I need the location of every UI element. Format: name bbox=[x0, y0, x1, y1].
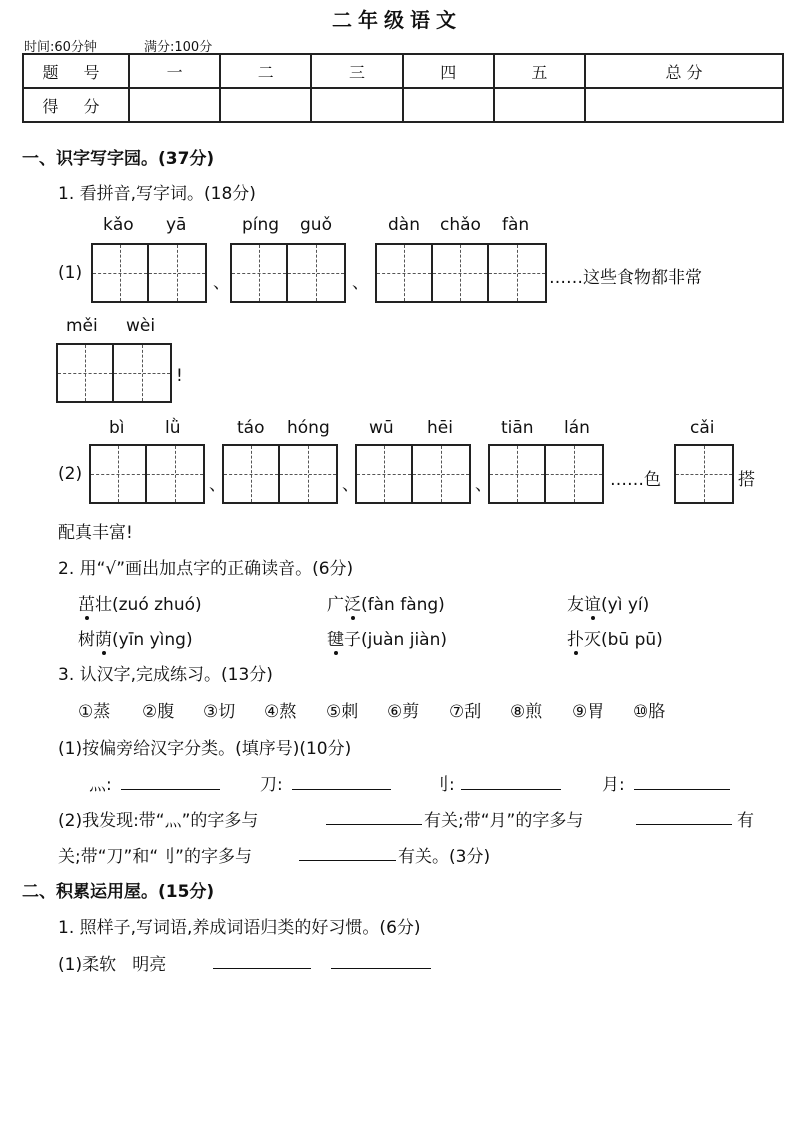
pinyin: cǎi bbox=[690, 418, 715, 438]
char-item: ⑦刮 bbox=[449, 702, 482, 722]
pinyin: měi bbox=[66, 316, 98, 336]
char-item: ⑤刺 bbox=[326, 702, 359, 722]
writing-grid[interactable] bbox=[222, 444, 338, 504]
char-item: ⑩胳 bbox=[633, 702, 666, 722]
reading-item[interactable] bbox=[327, 625, 447, 650]
score-table-header-cell: 总 分 bbox=[585, 54, 783, 88]
writing-grid[interactable] bbox=[375, 243, 547, 303]
sentence-text: ! bbox=[176, 366, 183, 386]
score-table-header-cell: 一 bbox=[129, 54, 220, 88]
separator: 、 bbox=[342, 475, 359, 495]
separator: 、 bbox=[213, 273, 230, 293]
writing-grid[interactable] bbox=[230, 243, 346, 303]
q3-subquestion-2: (2)我发现:带“灬”的字多与 bbox=[58, 811, 259, 831]
score-table-header-cell: 五 bbox=[494, 54, 585, 88]
pinyin: lán bbox=[564, 418, 590, 438]
pinyin: bì bbox=[109, 418, 125, 438]
item-text: 树 bbox=[78, 630, 95, 650]
exam-time: 时间:60分钟 bbox=[24, 40, 97, 55]
answer-blank[interactable] bbox=[326, 824, 422, 825]
q3-subquestion-2-text: 有关。(3分) bbox=[398, 847, 491, 867]
pinyin: hēi bbox=[427, 418, 453, 438]
q3-subquestion-2-text: 有 bbox=[737, 811, 754, 831]
score-input-cell[interactable] bbox=[403, 88, 494, 122]
sentence-text: 配真丰富! bbox=[58, 523, 133, 543]
score-table-header-row bbox=[23, 54, 783, 88]
dotted-char: 茁 bbox=[78, 590, 95, 615]
pinyin: wèi bbox=[126, 316, 156, 336]
writing-grid[interactable] bbox=[674, 444, 734, 504]
char-item: ⑥剪 bbox=[387, 702, 420, 722]
item-options: 子(juàn jiàn) bbox=[344, 630, 447, 650]
sentence-text: 搭 bbox=[738, 470, 755, 490]
item-options: (fàn fàng) bbox=[361, 595, 445, 615]
separator: 、 bbox=[475, 475, 492, 495]
answer-blank[interactable] bbox=[636, 824, 732, 825]
section-2-heading: 二、积累运用屋。(15分) bbox=[22, 882, 215, 902]
pinyin: lǜ bbox=[165, 418, 181, 438]
pinyin: kǎo bbox=[103, 215, 134, 235]
question-2-label: 2. 用“√”画出加点字的正确读音。(6分) bbox=[58, 559, 354, 579]
pinyin: wū bbox=[369, 418, 394, 438]
reading-item[interactable] bbox=[567, 590, 649, 615]
char-item: ①蒸 bbox=[78, 702, 111, 722]
item-options: 壮(zuó zhuó) bbox=[95, 595, 202, 615]
radical-label: 刂: bbox=[432, 775, 455, 795]
pinyin: píng bbox=[242, 215, 280, 235]
item-options: (yì yí) bbox=[601, 595, 650, 615]
char-item: ②腹 bbox=[142, 702, 175, 722]
item-options: 灭(bū pū) bbox=[584, 630, 663, 650]
answer-blank[interactable] bbox=[121, 789, 220, 790]
char-item: ④熬 bbox=[264, 702, 297, 722]
dotted-char: 扑 bbox=[567, 625, 584, 650]
answer-blank[interactable] bbox=[299, 860, 396, 861]
page-title: 二年级语文 bbox=[332, 8, 462, 32]
answer-blank[interactable] bbox=[292, 789, 391, 790]
part-2-number: (2) bbox=[58, 464, 83, 484]
dotted-char: 泛 bbox=[344, 590, 361, 615]
exam-full-score: 满分:100分 bbox=[144, 40, 213, 55]
char-item: ⑧煎 bbox=[510, 702, 543, 722]
section-1-heading: 一、识字写字园。(37分) bbox=[22, 149, 215, 169]
item-text: 广 bbox=[327, 595, 344, 615]
reading-item[interactable] bbox=[78, 590, 202, 615]
score-table-row-label: 得 分 bbox=[23, 88, 129, 122]
score-table-header-cell: 四 bbox=[403, 54, 494, 88]
writing-grid[interactable] bbox=[91, 243, 207, 303]
separator: 、 bbox=[209, 475, 226, 495]
radical-label: 灬: bbox=[89, 775, 112, 795]
pinyin: dàn bbox=[388, 215, 420, 235]
char-item: ⑨胃 bbox=[572, 702, 605, 722]
dotted-char: 谊 bbox=[584, 590, 601, 615]
char-item: ③切 bbox=[203, 702, 236, 722]
question-3-label: 3. 认汉字,完成练习。(13分) bbox=[58, 665, 273, 685]
score-input-cell[interactable] bbox=[220, 88, 311, 122]
pinyin: fàn bbox=[502, 215, 530, 235]
separator: 、 bbox=[352, 273, 369, 293]
q3-subquestion-2-text: 关;带“刀”和“刂”的字多与 bbox=[58, 847, 252, 867]
score-input-cell[interactable] bbox=[129, 88, 220, 122]
pinyin: guǒ bbox=[300, 215, 332, 235]
pinyin: yā bbox=[166, 215, 187, 235]
pinyin: tiān bbox=[501, 418, 534, 438]
reading-item[interactable] bbox=[327, 590, 445, 615]
answer-blank[interactable] bbox=[331, 968, 431, 969]
reading-item[interactable] bbox=[567, 625, 663, 650]
part-1-number: (1) bbox=[58, 263, 83, 283]
q3-subquestion-2-text: 有关;带“月”的字多与 bbox=[424, 811, 584, 831]
q3-subquestion-1: (1)按偏旁给汉字分类。(填序号)(10分) bbox=[58, 739, 352, 759]
score-input-cell[interactable] bbox=[311, 88, 402, 122]
section-2-subquestion-1: (1)柔软 明亮 bbox=[58, 955, 167, 975]
score-table-header-cell: 题 号 bbox=[23, 54, 129, 88]
answer-blank[interactable] bbox=[213, 968, 311, 969]
section-2-question-1-label: 1. 照样子,写词语,养成词语归类的好习惯。(6分) bbox=[58, 918, 421, 938]
reading-item[interactable] bbox=[78, 625, 193, 650]
radical-label: 刀: bbox=[260, 775, 283, 795]
score-input-cell[interactable] bbox=[585, 88, 783, 122]
score-table bbox=[22, 53, 784, 123]
pinyin: chǎo bbox=[440, 215, 481, 235]
writing-grid[interactable] bbox=[488, 444, 604, 504]
sentence-text: ……这些食物都非常 bbox=[549, 268, 702, 288]
dotted-char: 荫 bbox=[95, 625, 112, 650]
answer-blank[interactable] bbox=[461, 789, 561, 790]
score-table-header-cell: 三 bbox=[311, 54, 402, 88]
writing-grid[interactable] bbox=[56, 343, 172, 403]
pinyin: táo bbox=[237, 418, 265, 438]
writing-grid[interactable] bbox=[89, 444, 205, 504]
item-text: 友 bbox=[567, 595, 584, 615]
sentence-text: ……色 bbox=[610, 470, 661, 490]
item-options: (yīn yìng) bbox=[112, 630, 193, 650]
pinyin: hóng bbox=[287, 418, 330, 438]
dotted-char: 毽 bbox=[327, 625, 344, 650]
radical-label: 月: bbox=[602, 775, 625, 795]
question-1-label: 1. 看拼音,写字词。(18分) bbox=[58, 184, 256, 204]
answer-blank[interactable] bbox=[634, 789, 730, 790]
writing-grid[interactable] bbox=[355, 444, 471, 504]
score-input-cell[interactable] bbox=[494, 88, 585, 122]
score-table-header-cell: 二 bbox=[220, 54, 311, 88]
score-table-score-row bbox=[23, 88, 783, 122]
